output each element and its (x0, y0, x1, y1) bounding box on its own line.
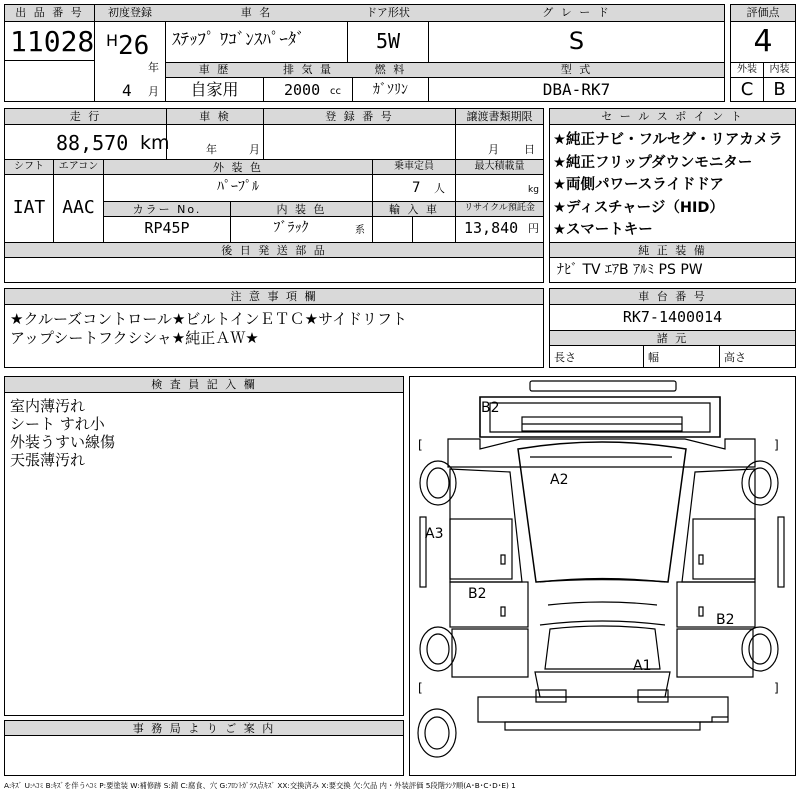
interior-color: ﾌﾞﾗｯｸ (273, 220, 309, 236)
air-conditioner-label: エアコン (58, 161, 99, 172)
air-conditioner: AAC (62, 197, 95, 218)
fuel: ｶﾞｿﾘﾝ (373, 82, 408, 98)
fuel-label: 燃 料 (374, 63, 407, 76)
recycle-fee: 13,840 (464, 219, 519, 237)
notes-label: 注 意 事 項 欄 (230, 290, 318, 303)
equipment-list: ﾅﾋﾞ TV ｴｱB ｱﾙﾐ PS PW (557, 262, 703, 278)
notes-list (10, 310, 407, 348)
exterior-label: 外装 (737, 64, 757, 75)
length-label: 長さ (554, 351, 576, 364)
sales-point-item: ★両側パワースライドドア (553, 177, 724, 193)
score-label: 評価点 (746, 6, 780, 19)
mileage: 88,570 (56, 131, 129, 155)
chassis-number-label: 車 台 番 号 (638, 290, 707, 303)
sales-points-list (553, 129, 783, 242)
year-unit: 年 (148, 61, 159, 74)
model-label: 型 式 (560, 63, 593, 76)
sales-point-item: ★ディスチャージ（HID） (553, 199, 724, 216)
registration-year: 26 (118, 31, 150, 61)
interior-label: 内装 (769, 64, 790, 75)
exterior-color-label: 外 装 色 (213, 161, 263, 174)
model-code: DBA-RK7 (542, 80, 611, 99)
load-unit: kg (528, 185, 539, 195)
color-number-label: カラー No. (132, 203, 202, 216)
damage-mark-left-side: A3 (425, 526, 444, 542)
history: 自家用 (190, 80, 239, 99)
first-registration-label: 初度登録 (108, 6, 152, 19)
registration-month: 4 (122, 81, 132, 100)
capacity-unit: 人 (434, 182, 445, 195)
car-diagram (409, 376, 796, 776)
color-number: RP45P (144, 219, 190, 237)
exterior-grade: C (740, 79, 754, 100)
notes-line: アップシートフクシシャ★純正ＡＷ★ (10, 329, 259, 347)
office-label: 事 務 局 よ り ご 案 内 (132, 722, 276, 735)
door-type: 5W (375, 29, 401, 53)
sales-point-item: ★純正フリップダウンモニター (553, 154, 753, 171)
car-name-label: 車 名 (240, 6, 273, 19)
damage-mark-hood: A1 (633, 658, 652, 674)
notes-line: ★クルーズコントロール★ビルトインＥＴＣ★サイドリフト (10, 310, 408, 328)
inspection-label: 車 検 (199, 110, 231, 123)
era-label: H (106, 31, 119, 50)
transfer-deadline-label: 譲渡書類期限 (466, 110, 533, 123)
damage-mark-rear: B2 (481, 400, 500, 416)
import-label: 輸 入 車 (389, 203, 439, 216)
lot-number: 11028 (10, 25, 95, 58)
lot-number-label: 出 品 番 号 (15, 6, 84, 19)
plate-label: 登 録 番 号 (325, 110, 394, 123)
month-unit: 月 (148, 85, 159, 98)
equipment-label: 純 正 装 備 (638, 244, 707, 257)
transfer-day-unit: 日 (524, 143, 535, 156)
damage-mark-roof: A2 (550, 472, 569, 488)
recycle-fee-unit: 円 (528, 222, 539, 235)
sales-point-item: ★スマートキー (553, 222, 653, 238)
interior-grade: B (773, 79, 786, 100)
svg-text:[: [ (418, 438, 423, 452)
chassis-number: RK7-1400014 (622, 308, 723, 326)
svg-text:[: [ (418, 681, 423, 695)
shift-type: IAT (12, 197, 46, 218)
height-label: 高さ (724, 351, 746, 364)
capacity-label: 乗車定員 (394, 161, 434, 172)
car-name: ｽﾃｯﾌﾟ ﾜｺﾞﾝｽﾊﾟｰﾀﾞ (172, 30, 305, 50)
sales-point-item: ★純正ナビ・フルセグ・リアカメラ (553, 132, 783, 148)
damage-mark-left-door: B2 (468, 586, 487, 602)
inspector-note-line: 外装うすい線傷 (10, 433, 116, 451)
svg-text:]: ] (774, 438, 779, 452)
history-label: 車 歴 (198, 63, 231, 76)
damage-legend: A:ｷｽﾞ U:ﾍｺﾐ B:ｷｽﾞを伴うﾍｺﾐ P:要塗装 W:補修跡 S:錆 C:腐食、穴 G:ﾌﾛﾝﾄｶﾞﾗｽ点ｷｽﾞ XX:交換済み X:要交換 欠:欠品 内・外装評価 5段階ﾗﾝｸ順(A･B･C･D･E) 1 (4, 781, 516, 790)
inspector-notes (10, 397, 115, 469)
displacement: 2000 (284, 81, 321, 99)
displacement-unit: cc (330, 86, 341, 97)
inspection-month-unit: 月 (249, 143, 260, 156)
overall-score: 4 (753, 24, 773, 59)
grade-label: グ レ ー ド (542, 6, 611, 19)
transfer-month-unit: 月 (488, 143, 499, 156)
inspector-note-line: 天張薄汚れ (10, 451, 86, 469)
seating-capacity: 7 (412, 180, 421, 196)
damage-mark-right-door: B2 (716, 612, 735, 628)
mileage-unit: km (140, 132, 170, 154)
mileage-label: 走 行 (69, 110, 102, 123)
specs-label: 諸 元 (656, 332, 689, 345)
inspection-year-unit: 年 (206, 143, 217, 156)
svg-text:]: ] (774, 681, 779, 695)
exterior-color: ﾊﾟｰﾌﾟﾙ (217, 179, 259, 195)
later-parts-label: 後 日 発 送 部 品 (221, 244, 327, 257)
width-label: 幅 (648, 351, 659, 364)
inspector-label: 検 査 員 記 入 欄 (151, 378, 257, 391)
sales-points-label: セ ー ル ス ポ イ ン ト (601, 110, 744, 123)
interior-color-unit: 系 (355, 225, 365, 236)
interior-color-label: 内 装 色 (276, 203, 327, 216)
inspector-note-line: 室内薄汚れ (10, 397, 86, 415)
inspector-note-line: シート すれ小 (10, 415, 105, 433)
recycle-fee-label: リサイクル預託金 (464, 203, 535, 213)
max-load-label: 最大積載量 (474, 161, 525, 172)
shift-label: シフト (14, 161, 44, 172)
grade: S (568, 27, 585, 55)
door-label: ドア形状 (366, 6, 410, 19)
car-outline-drawing (410, 377, 795, 775)
displacement-label: 排 気 量 (283, 63, 333, 76)
